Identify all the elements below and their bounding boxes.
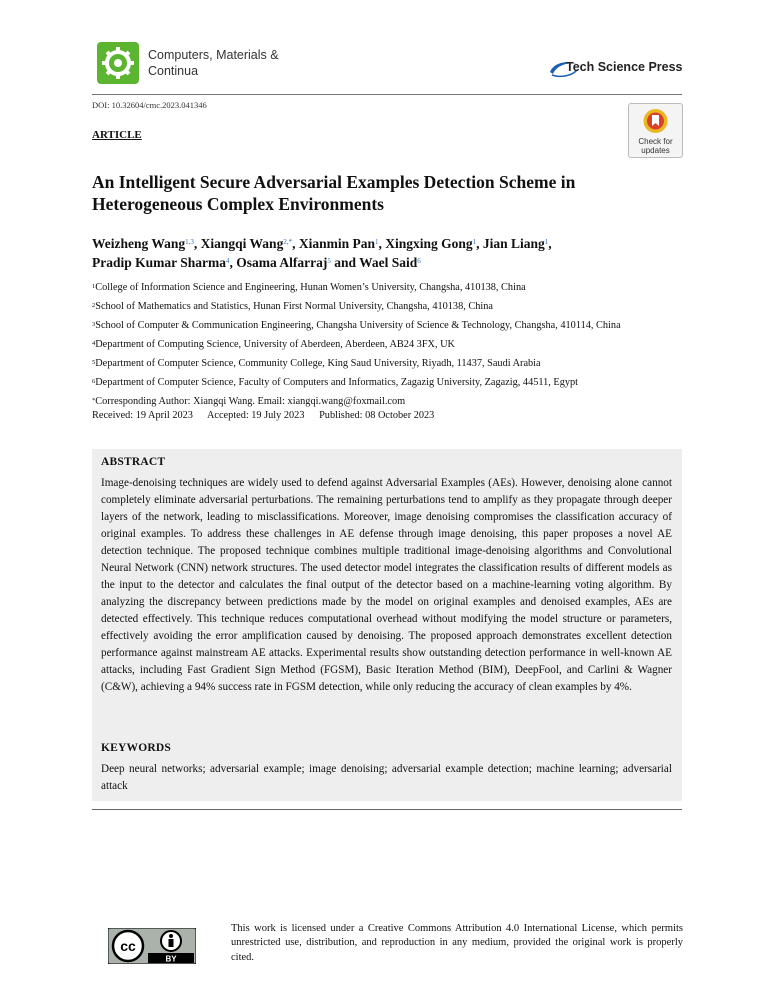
affiliation-item: $^2$School of Mathematics and Statistics, Hunan First Normal University, Changsha, 410138, China bbox=[92, 301, 493, 312]
cc-label: cc bbox=[120, 938, 136, 954]
abstract-text: Image-denoising techniques are widely used to defend against Adversarial Examples (AEs). However, denoising alone cannot completely eliminate adversarial perturbations. The remaining perturbations tend to amplify as they propagate through deeper layers of the network, leading to misclassifications. Moreover, image denoising compromises the classification accuracy of original examples. To address these challenges in AE defense through image denoising, this paper proposes a novel AE detection technique. The proposed technique combines multiple traditional image-denoising algorithms and Convolutional Neural Network (CNN) network structures. The used detector model integrates the classification results of different models as the input to the detector and calculates the final output of the detector based on a machine-learning voting algorithm. By analyzing the discrepancy between predictions made by the model on original examples and denoised examples, AEs are detected effectively. This technique reduces computational overhead without modifying the model structure or parameters, effectively avoiding the error amplification caused by denoising. The proposed approach demonstrates excellent detection performance against mainstream AE attacks. Experimental results show outstanding detection performance in well-known AE attacks, including Fast Gradient Sign Method (FGSM), Basic Iteration Method (BIM), DeepFool, and Carlini & Wagner (C&W), achieving a 94% success rate in FGSM detection, while only reducing the accuracy of clean examples by 4%. bbox=[101, 477, 672, 693]
license-text: This work is licensed under a Creative Commons Attribution 4.0 International License, which permits unrestricted use, distribution, and reproduction in any medium, provided the original work is properly cited. bbox=[231, 923, 683, 963]
publisher-name: Tech Science Press bbox=[566, 60, 683, 74]
affiliation-item: $^1$College of Information Science and Engineering, Hunan Women’s University, Changsha, 410138, China bbox=[92, 282, 526, 293]
header-divider bbox=[92, 94, 682, 95]
affiliation-item: $^5$Department of Computer Science, Community College, King Saud University, Riyadh, 11437, Saudi Arabia bbox=[92, 358, 541, 369]
author-name: Xingxing Gong bbox=[385, 236, 473, 251]
affiliation-item: $^4$Department of Computing Science, University of Aberdeen, Aberdeen, AB24 3FX, UK bbox=[92, 339, 455, 350]
author-name: Jian Liang bbox=[482, 236, 545, 251]
affiliation-item: $^6$Department of Computer Science, Faculty of Computers and Informatics, Zagazig University, Zagazig, 44511, Egypt bbox=[92, 377, 579, 388]
keywords-text: Deep neural networks; adversarial example; image denoising; adversarial example detection; machine learning; adversarial attack bbox=[101, 763, 672, 792]
authors-line2: Pradip Kumar Sharma$^4$, Osama Alfarraj$^5$ and Wael Said$^6$ bbox=[92, 255, 421, 270]
author-name: Wael Said bbox=[359, 255, 418, 270]
journal-name-line1: Computers, Materials & bbox=[148, 48, 279, 62]
gear-icon bbox=[97, 42, 139, 84]
author-affiliation-ref[interactable]: 6 bbox=[417, 257, 421, 265]
author-affiliation-ref[interactable]: 2,* bbox=[283, 238, 293, 246]
publication-dates bbox=[92, 410, 446, 421]
author-affiliation-ref[interactable]: 1 bbox=[374, 238, 379, 246]
paper-title bbox=[92, 171, 652, 215]
author-affiliation-ref[interactable]: 1 bbox=[544, 238, 549, 246]
affiliation-list bbox=[92, 278, 682, 411]
author-name: Xianmin Pan bbox=[298, 236, 375, 251]
publisher-logo bbox=[548, 58, 684, 80]
article-type: ARTICLE bbox=[92, 129, 142, 141]
cc-by-license-badge[interactable] bbox=[108, 928, 196, 964]
journal-name bbox=[148, 47, 279, 79]
keywords-heading: KEYWORDS bbox=[101, 742, 171, 754]
check-for-updates-badge[interactable] bbox=[628, 103, 683, 158]
journal-name-line2: Continua bbox=[148, 64, 199, 78]
abstract-heading: ABSTRACT bbox=[101, 456, 166, 468]
corresponding-author: *Corresponding Author: Xiangqi Wang. Email: xiangqi.wang@foxmail.com bbox=[92, 396, 406, 407]
author-affiliation-ref[interactable]: 1,3 bbox=[185, 238, 194, 246]
title-line2: Heterogeneous Complex Environments bbox=[92, 194, 384, 214]
author-name: Xiangqi Wang bbox=[200, 236, 284, 251]
author-affiliation-ref[interactable]: 5 bbox=[327, 257, 331, 265]
creative-commons-icon bbox=[108, 928, 196, 964]
doi[interactable]: DOI: 10.32604/cmc.2023.041346 bbox=[92, 100, 207, 110]
author-name: Weizheng Wang bbox=[92, 236, 186, 251]
abstract-bottom-rule bbox=[92, 809, 682, 810]
authors-line1: Weizheng Wang$^{1,3}$, Xiangqi Wang$^{2,*}$, Xianmin Pan$^1$, Xingxing Gong$^1$, Jian Liang$^1$, bbox=[92, 236, 552, 251]
title-line1: An Intelligent Secure Adversarial Examples Detection Scheme in bbox=[92, 172, 576, 192]
affiliation-item: $^3$School of Computer & Communication Engineering, Changsha University of Science & Technology, Changsha, 410114, China bbox=[92, 320, 621, 331]
author-list bbox=[92, 234, 652, 272]
check-badge-label: Check for updates bbox=[638, 137, 673, 155]
author-name: Osama Alfarraj bbox=[236, 255, 328, 270]
received-date: Received: 19 April 2023 bbox=[92, 410, 193, 421]
author-affiliation-ref[interactable]: 4 bbox=[226, 257, 230, 265]
author-name: Pradip Kumar Sharma bbox=[92, 255, 227, 270]
by-label: BY bbox=[165, 954, 177, 964]
journal-logo bbox=[97, 42, 139, 84]
accepted-date: Accepted: 19 July 2023 bbox=[206, 410, 305, 421]
bookmark-icon bbox=[629, 104, 682, 136]
author-affiliation-ref[interactable]: 1 bbox=[472, 238, 477, 246]
published-date: Published: 08 October 2023 bbox=[319, 410, 435, 421]
